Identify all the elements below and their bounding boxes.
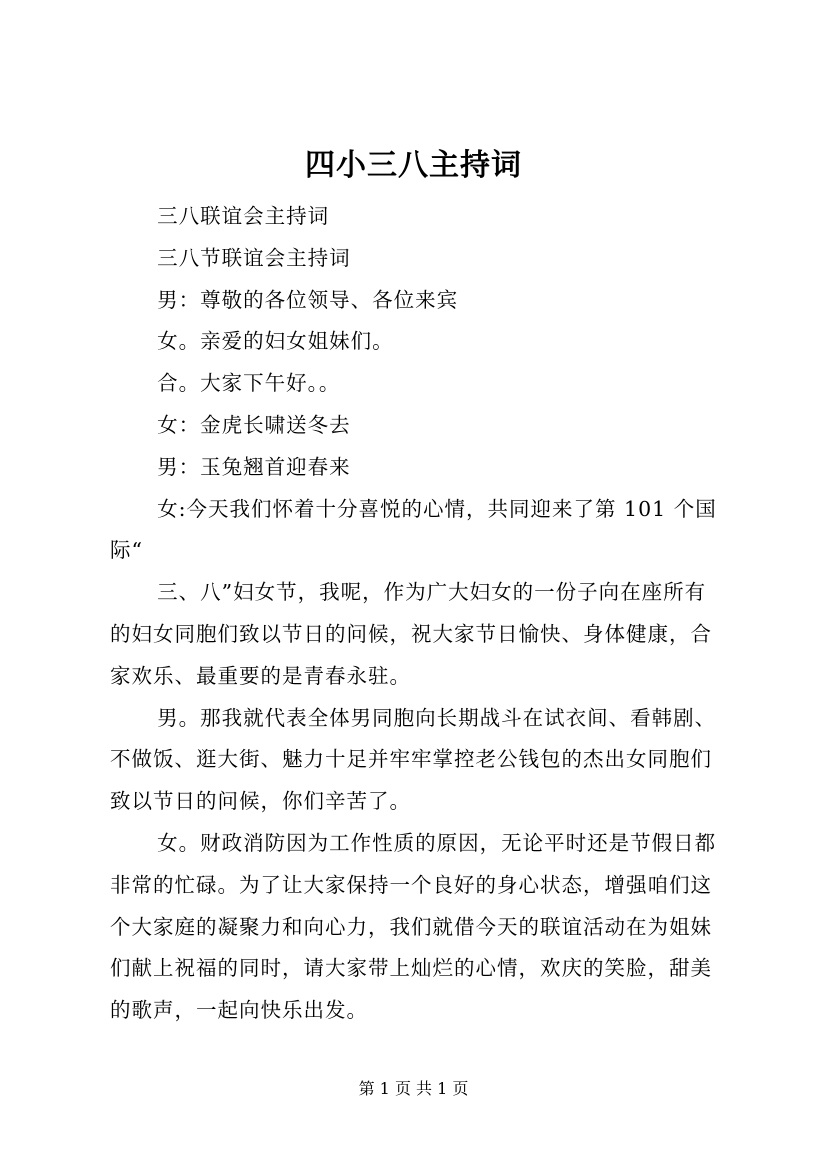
document-body	[110, 196, 730, 1032]
text-line: 女。亲爱的妇女姐妹们。	[157, 329, 394, 354]
paragraph	[110, 405, 730, 447]
text-line: 女:今天我们怀着十分喜悦的心情，共同迎来了第 101 个国	[157, 496, 717, 521]
text-line: 女。财政消防因为工作性质的原因，无论平时还是节假日都	[157, 830, 717, 855]
paragraph	[110, 321, 730, 363]
text-line: 三八节联谊会主持词	[157, 245, 351, 270]
text-line: 家欢乐、最重要的是青春永驻。	[110, 663, 411, 688]
paragraph	[110, 698, 730, 823]
text-line: 际“	[110, 538, 143, 563]
paragraph	[110, 238, 730, 280]
paragraph	[110, 280, 730, 322]
text-line: 不做饭、逛大街、魅力十足并牢牢掌控老公钱包的杰出女同胞们	[110, 747, 712, 772]
page-footer: 第 1 页 共 1 页	[358, 1079, 469, 1098]
text-line: 男：玉兔翘首迎春来	[157, 454, 351, 479]
paragraph	[110, 363, 730, 405]
text-line: 们献上祝福的同时，请大家带上灿烂的心情，欢庆的笑脸，甜美	[110, 956, 712, 981]
paragraph	[110, 447, 730, 489]
text-line: 的妇女同胞们致以节日的问候，祝大家节日愉快、身体健康，合	[110, 621, 712, 646]
document-title: 四小三八主持词	[305, 148, 522, 183]
text-line: 致以节日的问候，你们辛苦了。	[110, 789, 411, 814]
text-line: 的歌声，一起向快乐出发。	[110, 998, 368, 1023]
text-line: 非常的忙碌。为了让大家保持一个良好的身心状态，增强咱们这	[110, 872, 712, 897]
paragraph	[110, 489, 730, 573]
text-line: 合。大家下午好。。	[157, 371, 341, 396]
text-line: 男。那我就代表全体男同胞向长期战斗在试衣间、看韩剧、	[157, 705, 717, 730]
paragraph	[110, 196, 730, 238]
paragraph	[110, 572, 730, 697]
paragraph	[110, 823, 730, 1032]
text-line: 女：金虎长啸送冬去	[157, 412, 351, 437]
text-line: 三、八”妇女节，我呢，作为广大妇女的一份子向在座所有	[157, 580, 707, 605]
text-line: 男：尊敬的各位领导、各位来宾	[157, 287, 459, 312]
text-line: 三八联谊会主持词	[157, 204, 330, 228]
text-line: 个大家庭的凝聚力和向心力，我们就借今天的联谊活动在为姐妹	[110, 914, 712, 939]
